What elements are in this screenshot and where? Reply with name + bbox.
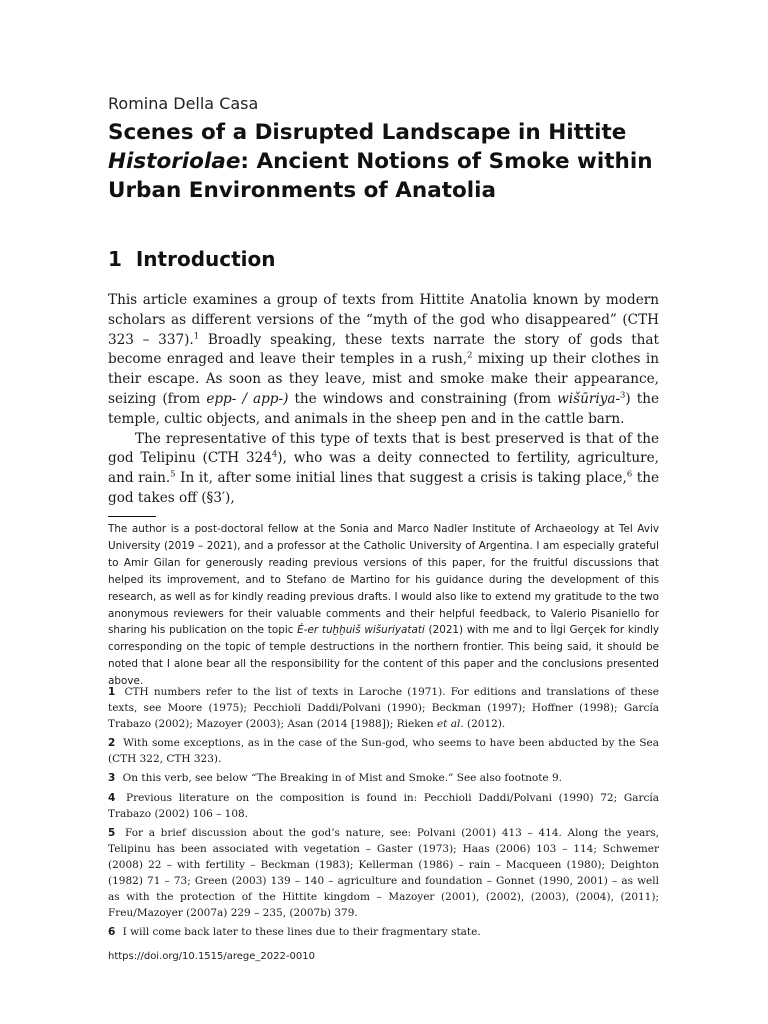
acknowledgment-text: (2021) with me and to İlgi Gerçek for kindly corresponding on the topic of temple destructions in the northern frontier. This being said, it should be noted that I alone bear all the responsibility for the content of this paper and the conclusions presented above. [108,624,659,688]
body-text [108,291,659,509]
title-line1: Scenes of a Disrupted Landscape in Hittite [108,120,627,145]
section-number: 1 [108,247,122,271]
footnote-text: With some exceptions, as in the case of the Sun-god, who seems to have been abducted by the Sea (CTH 322, CTH 323). [108,737,659,766]
footnote-number: 1 [108,686,116,698]
footnote-ref[interactable]: 3 [620,389,626,400]
footnote-ref[interactable]: 4 [271,448,278,459]
hittite-term: wišūriya- [557,390,621,407]
footnote-text: For a brief discussion about the god’s nature, see: Polvani (2001) 413 – 414. Along the years, Telipinu has been associated with vegetation – Gaster (1973); Haas (2006) 103 – 114; Schwemer (2008) 22 – with fertility – Beckman (1983); Kellerman (1986) – rain – Macqueen (1980); Deighton (1982) 71 – 73; Green (2003) 139 – 140 – agriculture and foundation – Gonnet (1990, 2001) – as well as with the protection of the Hittite kingdom – Mazoyer (2001), (2002), (2003), (2004), (2011); Freu/Mazoyer (2007a) 229 – 235, (2007b) 379. [108,826,659,920]
section-heading [108,247,276,271]
hittite-term: epp- / app-) [206,390,289,407]
footnote-text: (2012). [463,718,506,731]
footnote [108,825,659,922]
footnote-italic: et al. [436,718,464,731]
doi-link[interactable]: https://doi.org/10.1515/arege_2022-0010 [108,951,315,962]
footnote [108,684,659,732]
paragraph [108,430,659,509]
footnote-number: 4 [108,791,116,804]
cited-title: É-er tuḫḫuiš wišuriyatati [297,624,425,637]
paragraph-text: the windows and constraining (from [288,390,558,407]
acknowledgment-note [108,521,659,690]
footnote-text: I will come back later to these lines due to their fragmentary state. [122,926,481,939]
footnote-ref[interactable]: 5 [170,468,176,479]
footnote [108,735,659,767]
footnote [108,770,659,786]
section-title: Introduction [135,247,276,271]
footnote-text: On this verb, see below “The Breaking in of Mist and Smoke.” See also footnote 9. [122,772,563,785]
footnote-number: 3 [108,772,116,785]
paragraph-text: ) the temple, cultic objects, and animals in the sheep pen and in the cattle barn. [108,390,660,427]
article-title [108,118,668,205]
footnote-number: 2 [108,737,116,750]
footnote-ref[interactable]: 6 [626,468,633,479]
footnote-text: Previous literature on the composition is found in: Pecchioli Daddi/Polvani (1990) 72; García Trabazo (2002) 106 – 108. [108,791,659,820]
footnotes [108,684,659,943]
paragraph-text: Broadly speaking, these texts narrate the story of gods that become enraged and leave their temples in a rush, [108,331,659,368]
author-name: Romina Della Casa [108,94,259,113]
title-rest: : Ancient Notions of Smoke within Urban Environments of Anatolia [108,149,653,203]
paragraph-text: the god takes off (§3′), [108,470,659,506]
footnote-number: 6 [108,926,116,939]
footnote-text: CTH numbers refer to the list of texts in Laroche (1971). For editions and translations of these texts, see Moore (1975); Pecchioli Daddi/Polvani (1990); Beckman (1997); Hoffner (1998); García Trabazo (2002); Mazoyer (2003); Asan (2014 [1988]); Rieken [108,686,659,731]
footnote [108,790,659,822]
footnote-ref[interactable]: 1 [193,330,200,341]
footnote-number: 5 [108,826,116,839]
footnote [108,924,659,940]
paragraph-text: This article examines a group of texts from Hittite Anatolia known by modern scholars as different versions of the “myth of the god who disappeared” (CTH 323 – 337). [108,292,659,348]
paragraph-text: The representative of this type of texts that is best preserved is that of the god Telipinu (CTH 324 [108,430,659,467]
acknowledgment-text: The author is a post-doctoral fellow at the Sonia and Marco Nadler Institute of Archaeology at Tel Aviv University (2019 – 2021), and a professor at the Catholic University of Argentina. I am especially grateful to Amir Gilan for generously reading previous versions of this paper, for the fruitful discussions that helped its improvement, and to Stefano de Martino for his guidance during the development of this research, as well as for kindly reading previous drafts. I would also like to extend my gratitude to the two anonymous reviewers for their valuable comments and their helpful feedback, to Valerio Pisaniello for sharing his publication on the topic [108,523,659,637]
paragraph-text: ), who was a deity connected to fertility, agriculture, and rain. [108,450,659,487]
footnote-ref[interactable]: 2 [467,349,473,360]
title-italic-term: Historiolae [108,149,241,174]
paragraph [108,291,659,430]
paragraph-text: mixing up their clothes in their escape. As soon as they leave, mist and smoke make their appearance, seizing (from [108,351,659,407]
paragraph-text: In it, after some initial lines that suggest a crisis is taking place, [175,470,627,487]
footnote-divider [108,516,156,517]
